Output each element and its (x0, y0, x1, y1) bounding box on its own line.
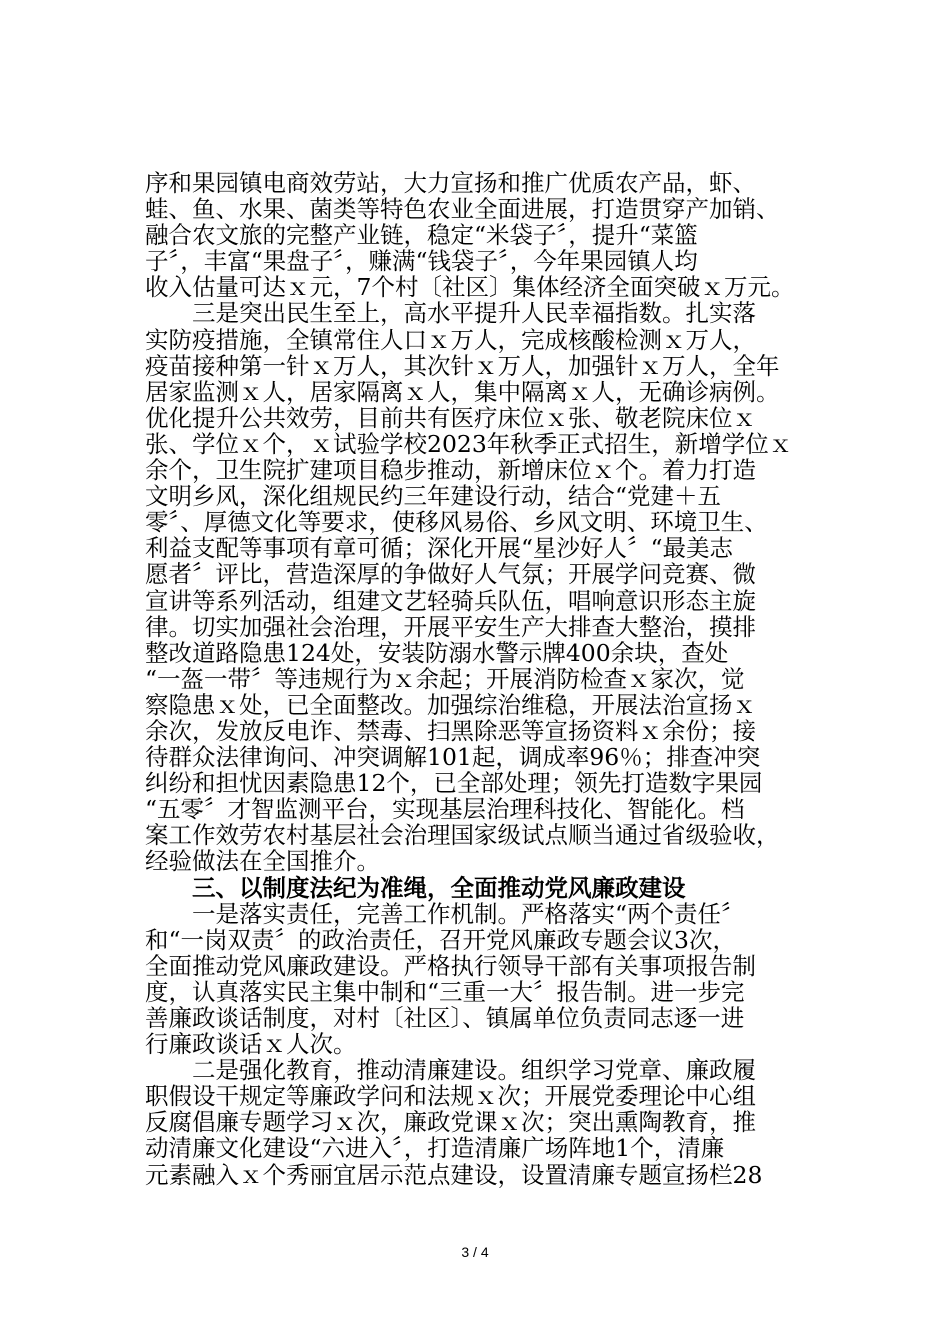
document-body (145, 170, 815, 1188)
text-line: 余次，发放反电诈、禁毒、扫黑除恶等宣扬资料ｘ余份；接 (145, 716, 756, 745)
text-line: 宣讲等系列活动，组建文艺轻骑兵队伍，唱响意识形态主旋 (145, 586, 756, 615)
text-line: 职假设干规定等廉政学问和法规ｘ次；开展党委理论中心组 (145, 1082, 756, 1111)
text-line: 动清廉文化建设“六进入〞，打造清廉广场阵地1个，清廉 (145, 1134, 725, 1163)
text-line: 察隐患ｘ处，已全面整改。加强综治维稳，开展法治宣扬ｘ (145, 690, 756, 719)
text-line: 律。切实加强社会治理，开展平安生产大排查大整治，摸排 (145, 612, 756, 641)
text-line: 融合农文旅的完整产业链，稳定“米袋子〞，提升“菜篮 (145, 221, 698, 250)
text-line: 文明乡风，深化组规民约三年建设行动，结合“党建＋五 (145, 482, 722, 511)
text-line: 零〞、厚德文化等要求，使移风易俗、乡风文明、环境卫生、 (145, 508, 768, 537)
text-line: 整改道路隐患124处，安装防溺水警示牌400余块，查处 (145, 638, 729, 667)
text-line: 二是强化教育，推动清廉建设。组织学习党章、廉政履 (145, 1056, 756, 1085)
text-line: 度，认真落实民主集中制和“三重一大〞报告制。进一步完 (145, 977, 745, 1006)
text-line: 和“一岗双责〞的政治责任，召开党风廉政专题会议3次， (145, 925, 736, 954)
text-line: 反腐倡廉专题学习ｘ次，廉政党课ｘ次；突出熏陶教育，推 (145, 1108, 756, 1137)
text-line: 三是突出民生至上，高水平提升人民幸福指数。扎实落 (145, 299, 756, 328)
text-line: 利益支配等事项有章可循；深化开展“星沙好人〞“最美志 (145, 534, 734, 563)
text-line: 纠纷和担忧因素隐患12个，已全部处理；领先打造数字果园 (145, 769, 763, 798)
text-line: 一是落实责任，完善工作机制。严格落实“两个责任〞 (145, 899, 745, 928)
text-line: “五零〞才智监测平台，实现基层治理科技化、智能化。档 (145, 795, 745, 824)
text-line: 善廉政谈话制度，对村〔社区〕、镇属单位负责同志逐一进 (145, 1004, 745, 1032)
text-line: 收入估量可达ｘ元，7个村〔社区〕集体经济全面突破ｘ万元。 (145, 273, 795, 302)
text-line: 元素融入ｘ个秀丽宜居示范点建设，设置清廉专题宣扬栏28 (145, 1160, 763, 1189)
text-line: 行廉政谈话ｘ人次。 (145, 1030, 357, 1059)
text-line: 蛙、鱼、水果、菌类等特色农业全面进展，打造贯穿产加销、 (145, 195, 780, 224)
text-line: 序和果园镇电商效劳站，大力宣扬和推广优质农产品，虾、 (145, 169, 756, 197)
text-line: 实防疫措施，全镇常住人口ｘ万人，完成核酸检测ｘ万人， (145, 325, 756, 354)
text-line: 经验做法在全国推介。 (145, 847, 380, 876)
text-line: 张、学位ｘ个，ｘ试验学校2023年秋季正式招生，新增学位ｘ (145, 429, 793, 458)
page-number: 3 / 4 (461, 1244, 489, 1260)
text-line: 待群众法律询问、冲突调解101起，调成率96％；排查冲突 (145, 743, 761, 772)
text-line: 全面推动党风廉政建设。严格执行领导干部有关事项报告制 (145, 951, 756, 980)
text-line: 优化提升公共效劳，目前共有医疗床位ｘ张、敬老院床位ｘ (145, 403, 756, 432)
text-line: 疫苗接种第一针ｘ万人，其次针ｘ万人，加强针ｘ万人，全年 (145, 351, 780, 380)
text-line: 案工作效劳农村基层社会治理国家级试点顺当通过省级验收， (145, 821, 780, 850)
text-line: “一盔一带〞等违规行为ｘ余起；开展消防检查ｘ家次，觉 (145, 664, 745, 693)
text-line: 居家监测ｘ人，居家隔离ｘ人，集中隔离ｘ人，无确诊病例。 (145, 377, 780, 406)
text-line: 愿者〞评比，营造深厚的争做好人气氛；开展学问竞赛、微 (145, 560, 756, 589)
text-line: 子〞，丰富“果盘子〞，赚满“钱袋子〞，今年果园镇人均 (145, 247, 698, 276)
text-line: 余个，卫生院扩建项目稳步推动，新增床位ｘ个。着力打造 (145, 456, 756, 485)
section-heading: 三、以制度法纪为准绳，全面推动党风廉政建设 (145, 873, 686, 902)
